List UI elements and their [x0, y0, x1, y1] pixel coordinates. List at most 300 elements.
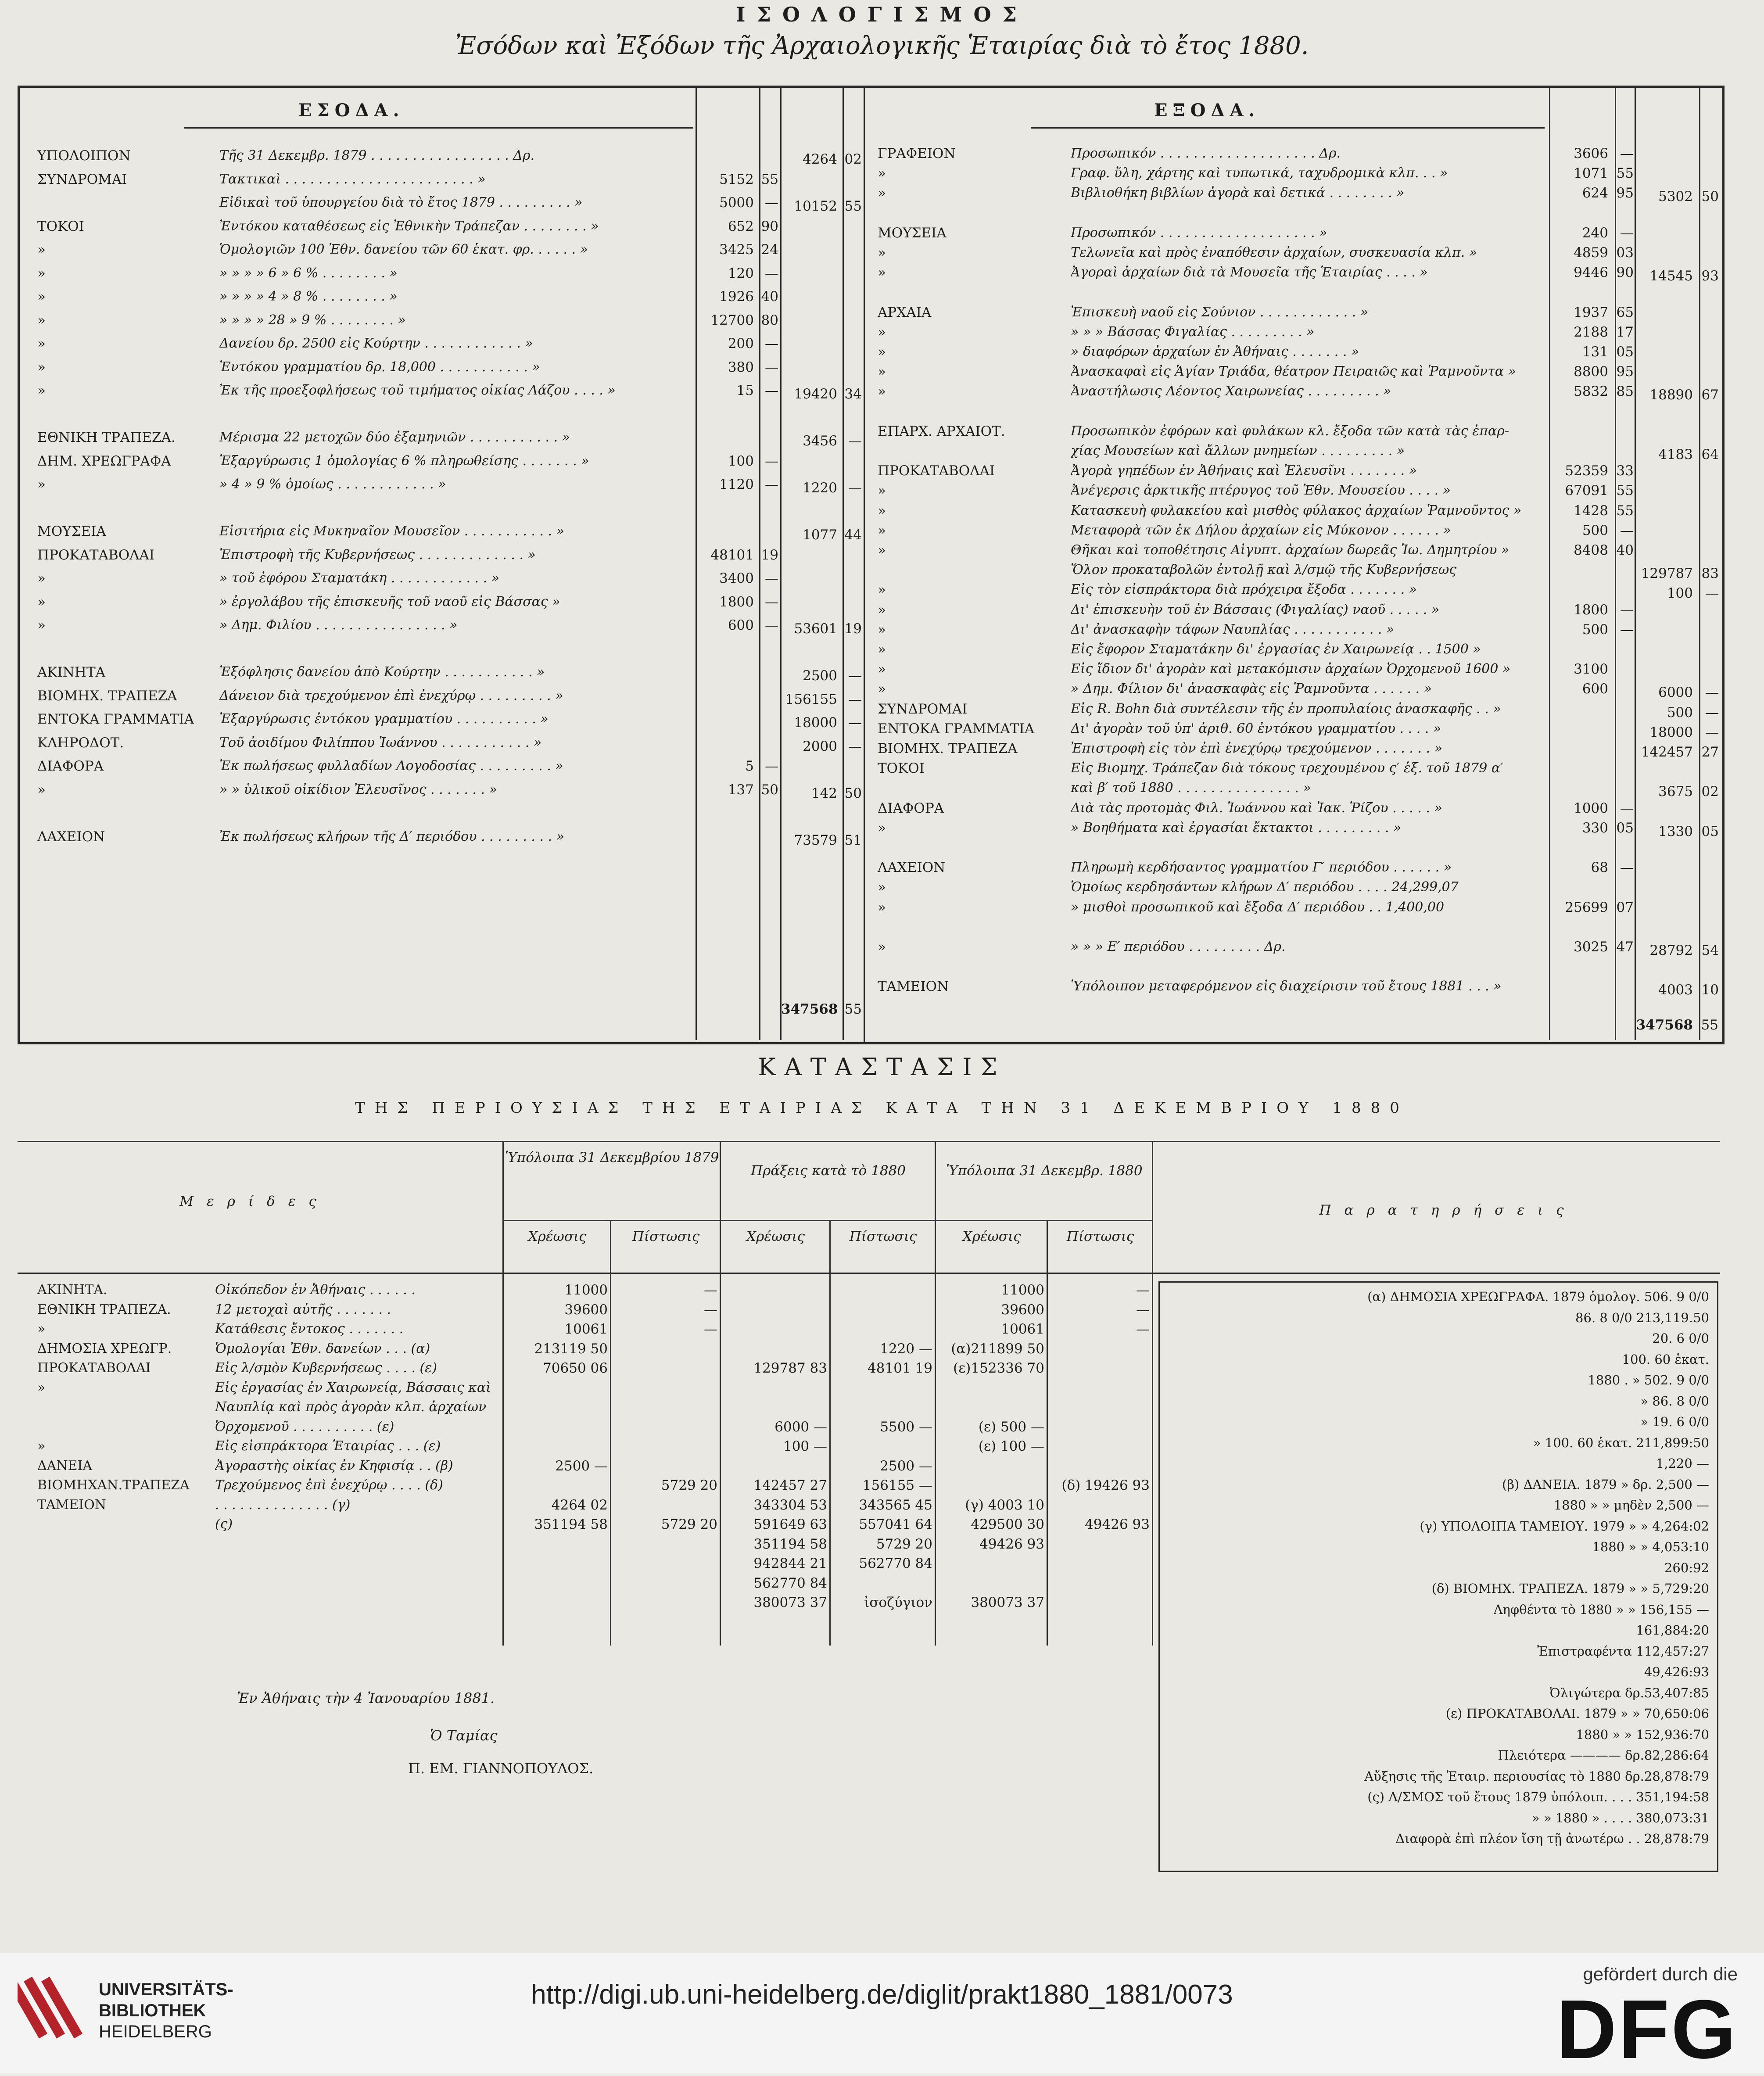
- expense-row-category: »: [878, 265, 886, 281]
- status-row-category: ΕΘΝΙΚΗ ΤΡΑΠΕΖΑ.: [37, 1302, 171, 1317]
- income-row-category: ΑΚΙΝΗΤΑ: [37, 664, 106, 680]
- expense-row-amount: 330: [1582, 820, 1608, 836]
- status-row-credit-ops: 5500 —: [880, 1419, 932, 1435]
- income-row-description: Ἐξόφλησις δανείου ἀπὸ Κούρτην . . . . . . . . . . . »: [219, 664, 545, 680]
- expense-row-amount: 1071: [1574, 165, 1608, 182]
- income-row-category: ΔΙΑΦΟΡΑ: [37, 758, 104, 774]
- expense-row-category: »: [878, 602, 886, 618]
- page-subtitle: Ἐσόδων καὶ Ἐξόδων τῆς Ἀρχαιολογικῆς Ἑταιρίας διὰ τὸ ἔτος 1880.: [455, 32, 1309, 60]
- income-row-amount: 1926: [719, 289, 754, 305]
- expense-row-description: » » » Βάσσας Φιγαλίας . . . . . . . . . »: [1071, 324, 1315, 340]
- expense-row-total-cents: 83: [1701, 566, 1719, 582]
- col-ypol1879: Ὑπόλοιπα 31 Δεκεμβρίου 1879: [505, 1150, 719, 1165]
- income-row-total-cents: 44: [844, 527, 862, 543]
- income-row-amount: 1800: [719, 594, 754, 610]
- status-title: ΚΑΤΑΣΤΑΣΙΣ: [758, 1053, 1006, 1081]
- note-line: Ὀλιγώτερα δρ.53,407:85: [1549, 1685, 1709, 1700]
- expense-row-amount-cents: 95: [1616, 185, 1634, 201]
- expense-row-amount-cents: 55: [1616, 502, 1634, 519]
- expense-row-total: 14545: [1649, 268, 1693, 284]
- expense-row-description: Εἰς R. Bohn διὰ συντέλεσιν τῆς ἐν προπυλαίοις ἀνασκαφῆς . . »: [1071, 701, 1501, 717]
- income-row-description: Ἐντόκου καταθέσεως εἰς Ἐθνικὴν Τράπεζαν . . . . . . . . »: [219, 218, 599, 234]
- expense-row-amount: 600: [1582, 681, 1608, 697]
- status-rule: [502, 1141, 504, 1646]
- col-paratiriseis: Παρατηρήσεις: [1319, 1202, 1577, 1218]
- status-row-credit-1880: —: [1136, 1302, 1150, 1318]
- expense-row-amount-cents: 05: [1616, 344, 1634, 360]
- income-row-category: ΤΟΚΟΙ: [37, 218, 84, 234]
- income-row-amount-cents: —: [765, 594, 778, 610]
- expense-row-category: ΑΡΧΑΙΑ: [878, 304, 932, 320]
- expense-row-description: Εἰς ἴδιον δι' ἀγορὰν καὶ μετακόμισιν ἀρχαίων Ὀρχομενοῦ 1600 »: [1071, 661, 1511, 677]
- document-url[interactable]: http://digi.ub.uni-heidelberg.de/diglit/prakt1880_1881/0073: [531, 1979, 1233, 2010]
- income-row-total-cents: 55: [844, 198, 862, 214]
- note-line: 1880 . » 502. 9 0/0: [1588, 1373, 1709, 1388]
- note-line: (ε) ΠΡΟΚΑΤΑΒΟΛΑΙ. 1879 » » 70,650:06: [1445, 1706, 1709, 1721]
- expense-row-total-cents: 93: [1701, 268, 1719, 284]
- note-line: 20. 6 0/0: [1652, 1331, 1709, 1346]
- note-line: (α) ΔΗΜΟΣΙΑ ΧΡΕΩΓΡΑΦΑ. 1879 ὁμολογ. 506. 9 0/0: [1367, 1289, 1709, 1304]
- expense-row-amount: 3100: [1574, 661, 1608, 678]
- income-row-amount-cents: 24: [761, 242, 778, 258]
- note-line: 1880 » » 4,053:10: [1592, 1539, 1709, 1554]
- income-row-category: »: [37, 359, 46, 375]
- expense-row-amount-cents: —: [1620, 602, 1634, 618]
- income-row-total: 2500: [803, 668, 837, 684]
- expense-row-amount: 131: [1582, 344, 1608, 360]
- status-rule: [1152, 1141, 1153, 1646]
- expense-row-total-cents: 27: [1701, 744, 1719, 760]
- income-row-amount: 652: [728, 218, 754, 234]
- income-row-amount: 1120: [719, 477, 754, 492]
- income-row-total-cents: —: [848, 433, 862, 449]
- status-row-credit-ops: 562770 84: [859, 1556, 932, 1571]
- expense-row-category: ΜΟΥΣΕΙΑ: [878, 225, 947, 241]
- expense-row-amount: 240: [1582, 225, 1608, 241]
- expense-row-category: »: [878, 621, 886, 638]
- expense-row-description: Πληρωμὴ κερδήσαντος γραμματίου Γ′ περιόδου . . . . . . »: [1071, 860, 1452, 875]
- income-heading-rule: [184, 127, 693, 129]
- income-row-total-cents: —: [848, 715, 862, 731]
- status-row-description: Ἀγοραστὴς οἰκίας ἐν Κηφισίᾳ . . (β): [215, 1458, 453, 1474]
- expense-row-total: 100: [1667, 585, 1693, 602]
- col-merides: Μερίδες: [179, 1194, 330, 1209]
- status-rule: [720, 1141, 721, 1646]
- income-row-category: ΕΝΤΟΚΑ ΓΡΑΜΜΑΤΙΑ: [37, 711, 194, 727]
- expense-row-description: Κατασκευὴ φυλακείου καὶ μισθὸς φύλακος ἀρχαίων Ῥαμνοῦντος »: [1071, 502, 1522, 518]
- income-row-category: ΛΑΧΕΙΟΝ: [37, 828, 105, 845]
- status-row-description: Ναυπλίᾳ καὶ πρὸς ἀγορὰν κλπ. ἀρχαίων: [215, 1399, 487, 1415]
- status-rule: [829, 1220, 831, 1646]
- expense-row-description: Ἐπιστροφὴ εἰς τὸν ἐπὶ ἐνεχύρῳ τρεχούμενον . . . . . . . »: [1071, 741, 1442, 756]
- expense-row-total: 129787: [1641, 566, 1693, 582]
- income-row-category: »: [37, 477, 46, 492]
- expense-row-amount-cents: 65: [1616, 304, 1634, 320]
- expense-row-amount: 1000: [1574, 800, 1608, 816]
- income-row-category: »: [37, 336, 46, 351]
- income-row-amount-cents: —: [765, 383, 778, 398]
- status-row-description: Εἰς λ/σμὸν Κυβερνήσεως . . . . (ε): [215, 1360, 437, 1376]
- expense-row-description: Θῆκαι καὶ τοποθέτησις Αἰγυπτ. ἀρχαίων δωρεᾶς Ἰω. Δημητρίου »: [1071, 542, 1509, 558]
- income-row-category: »: [37, 570, 46, 586]
- expense-row-total-cents: 50: [1701, 189, 1719, 205]
- status-row-category: ΤΑΜΕΙΟΝ: [37, 1497, 106, 1513]
- expense-row-category: ΛΑΧΕΙΟΝ: [878, 860, 946, 876]
- income-rule: [696, 88, 697, 1040]
- income-row-amount: 200: [728, 336, 754, 351]
- expense-row-category: ΓΡΑΦΕΙΟΝ: [878, 146, 956, 161]
- income-row-amount: 5: [745, 758, 754, 774]
- expense-row-total: 18890: [1649, 387, 1693, 403]
- expense-row-category: ΠΡΟΚΑΤΑΒΟΛΑΙ: [878, 463, 995, 479]
- income-rule: [843, 88, 844, 1040]
- income-row-description: » » » » 28 » 9 % . . . . . . . . »: [219, 312, 406, 328]
- status-row-credit-ops: 48101 19: [868, 1360, 932, 1376]
- income-row-amount-cents: —: [765, 453, 778, 469]
- status-row-debit-1880: 11000: [1001, 1282, 1044, 1298]
- library-line2: BIBLIOTHEK: [99, 2001, 206, 2020]
- expense-row-total: 500: [1667, 704, 1693, 721]
- income-row-category: ΔΗΜ. ΧΡΕΩΓΡΑΦΑ: [37, 453, 171, 469]
- expense-row-description: Ὅλον προκαταβολῶν ἐντολῇ καὶ λ/σμῷ τῆς Κυβερνήσεως: [1071, 562, 1457, 578]
- status-row-debit-ops: 942844 21: [753, 1556, 827, 1571]
- expense-row-category: »: [878, 522, 886, 538]
- status-rule: [610, 1220, 611, 1646]
- status-row-category: »: [37, 1438, 46, 1454]
- status-row-credit-1879: 5729 20: [661, 1477, 717, 1493]
- status-row-credit-1880: (δ) 19426 93: [1061, 1477, 1150, 1493]
- expense-row-total: 1330: [1658, 823, 1693, 839]
- library-line1: UNIVERSITÄTS-: [99, 1980, 233, 1999]
- expense-row-total: 6000: [1658, 685, 1693, 701]
- note-line: 1,220 —: [1656, 1456, 1709, 1471]
- expense-row-amount-cents: 55: [1616, 165, 1634, 182]
- status-row-debit-ops: 351194 58: [753, 1536, 827, 1552]
- expense-row-amount-cents: —: [1620, 522, 1634, 538]
- expense-row-category: »: [878, 642, 886, 657]
- expense-row-amount: 25699: [1565, 899, 1608, 915]
- income-total-cents: 55: [844, 1001, 862, 1017]
- status-row-category: ΠΡΟΚΑΤΑΒΟΛΑΙ: [37, 1360, 151, 1376]
- note-line: Διαφορὰ ἐπὶ πλέον ἴση τῇ ἀνωτέρω . . 28,878:79: [1395, 1831, 1709, 1846]
- expense-row-category: »: [878, 483, 886, 499]
- expense-row-description: χίας Μουσείων καὶ ἄλλων μνημείων . . . . . . . . . »: [1071, 443, 1405, 459]
- expense-row-amount-cents: 03: [1616, 245, 1634, 261]
- expense-row-total: 4003: [1658, 982, 1693, 998]
- status-row-debit-1880: 49426 93: [979, 1536, 1044, 1552]
- expense-row-amount: 3606: [1574, 146, 1608, 161]
- expense-heading: ΕΞΟΔΑ.: [1154, 100, 1260, 121]
- income-row-total: 156155: [785, 691, 837, 707]
- income-row-amount-cents: 50: [761, 782, 778, 798]
- income-row-amount: 12700: [710, 312, 754, 328]
- status-row-debit-ops: 142457 27: [753, 1477, 827, 1493]
- expense-row-category: »: [878, 364, 886, 380]
- expense-row-description: Εἰς τὸν εἰσπράκτορα διὰ πρόχειρα ἔξοδα . . . . . . . »: [1071, 582, 1417, 598]
- income-row-description: » Δημ. Φιλίου . . . . . . . . . . . . . . . . »: [219, 617, 458, 633]
- status-row-description: Εἰς ἐργασίας ἐν Χαιρωνείᾳ, Βάσσαις καὶ: [215, 1380, 491, 1395]
- expense-row-description: Προσωπικόν . . . . . . . . . . . . . . . . . . . Δρ.: [1071, 146, 1341, 161]
- note-line: » 19. 6 0/0: [1640, 1414, 1709, 1429]
- income-row-amount-cents: 19: [761, 547, 778, 563]
- debit-1880ops: Χρέωσις: [746, 1229, 805, 1244]
- income-row-total-cents: —: [848, 480, 862, 496]
- income-row-category: ΜΟΥΣΕΙΑ: [37, 523, 106, 539]
- income-row-total: 18000: [794, 715, 837, 731]
- expense-row-amount: 1937: [1574, 304, 1608, 320]
- income-row-total: 1220: [803, 480, 837, 496]
- expense-row-amount: 67091: [1565, 483, 1608, 499]
- expense-row-description: Εἰς Βιομηχ. Τράπεζαν διὰ τόκους τρεχουμένου ς′ ἑξ. τοῦ 1879 α′: [1071, 760, 1503, 776]
- income-row-amount: 100: [728, 453, 754, 469]
- status-row-credit-ops: 5729 20: [876, 1536, 932, 1552]
- note-line: 1880 » » 152,936:70: [1576, 1727, 1709, 1742]
- expense-row-amount-cents: 95: [1616, 364, 1634, 380]
- expense-row-total-cents: —: [1705, 724, 1719, 740]
- status-row-credit-1879: —: [704, 1302, 717, 1318]
- status-row-description: 12 μετοχαὶ αὐτῆς . . . . . . .: [215, 1302, 391, 1317]
- note-line: 100. 60 ἑκατ.: [1622, 1352, 1709, 1367]
- credit-1879: Πίστωσις: [632, 1229, 700, 1244]
- col-praxeis: Πράξεις κατὰ τὸ 1880: [750, 1163, 906, 1179]
- status-row-debit-1879: 2500 —: [555, 1458, 608, 1474]
- income-rule: [780, 88, 782, 1040]
- expense-row-amount-cents: 55: [1616, 483, 1634, 499]
- income-row-description: » » » » 6 » 6 % . . . . . . . . »: [219, 265, 398, 281]
- status-row-category: ΔΑΝΕΙΑ: [37, 1458, 92, 1474]
- status-row-debit-ops: 562770 84: [753, 1575, 827, 1591]
- note-line: (β) ΔΑΝΕΙΑ. 1879 » δρ. 2,500 —: [1502, 1477, 1709, 1492]
- expense-row-amount: 52359: [1565, 463, 1608, 479]
- expense-heading-rule: [1031, 127, 1545, 129]
- income-heading: ΕΣΟΔΑ.: [298, 100, 405, 121]
- signature-line: Ἐν Ἀθήναις τὴν 4 Ἰανουαρίου 1881.: [237, 1690, 495, 1707]
- note-line: » » 1880 » . . . . 380,073:31: [1531, 1810, 1709, 1825]
- status-row-debit-1880: 10061: [1001, 1321, 1044, 1337]
- status-row-credit-1880: —: [1136, 1282, 1150, 1298]
- income-row-category: ΣΥΝΔΡΟΜΑΙ: [37, 171, 127, 187]
- income-row-total: 10152: [794, 198, 837, 214]
- expense-row-category: ΕΠΑΡΧ. ΑΡΧΑΙΟΤ.: [878, 423, 1005, 439]
- income-row-amount: 15: [736, 383, 754, 398]
- status-row-credit-ops: 2500 —: [880, 1458, 932, 1474]
- income-row-total-cents: 51: [844, 832, 862, 848]
- income-row-amount-cents: 55: [761, 171, 778, 187]
- income-row-amount-cents: —: [765, 758, 778, 774]
- note-line: Ἐπιστραφέντα 112,457:27: [1537, 1643, 1709, 1659]
- expense-row-description: Προσωπικὸν ἐφόρων καὶ φυλάκων κλ. ἔξοδα τῶν κατὰ τὰς ἐπαρ-: [1071, 423, 1509, 439]
- note-line: Πλειότερα ———— δρ.82,286:64: [1498, 1748, 1709, 1763]
- expense-row-amount: 8408: [1574, 542, 1608, 558]
- income-row-amount-cents: —: [765, 477, 778, 492]
- status-row-category: ΑΚΙΝΗΤΑ.: [37, 1282, 108, 1298]
- status-row-debit-ops: 591649 63: [753, 1517, 827, 1532]
- expense-total-cents: 55: [1701, 1017, 1718, 1033]
- expense-row-total-cents: —: [1705, 704, 1719, 721]
- income-row-description: Τοῦ ἀοιδίμου Φιλίππου Ἰωάννου . . . . . . . . . . . »: [219, 735, 542, 750]
- status-row-debit-ops: 380073 37: [753, 1595, 827, 1610]
- income-row-description: Ἐπιστροφὴ τῆς Κυβερνήσεως . . . . . . . . . . . . . »: [219, 547, 536, 563]
- status-rule: [935, 1141, 936, 1646]
- expense-row-description: Μεταφορὰ τῶν ἐκ Δήλου ἀρχαίων εἰς Μύκονον . . . . . . »: [1071, 522, 1451, 538]
- status-row-credit-ops: 343565 45: [859, 1497, 932, 1513]
- expense-row-description: Διὰ τὰς προτομὰς Φιλ. Ἰωάννου καὶ Ἰακ. Ῥίζου . . . . . »: [1071, 800, 1442, 816]
- expense-row-category: »: [878, 582, 886, 598]
- income-row-amount-cents: 40: [761, 289, 778, 305]
- status-row-category: ΒΙΟΜΗΧΑΝ.ΤΡΑΠΕΖΑ: [37, 1477, 190, 1493]
- note-line: (δ) ΒΙΟΜΗΧ. ΤΡΑΠΕΖΑ. 1879 » » 5,729:20: [1431, 1581, 1709, 1596]
- income-row-total-cents: —: [848, 668, 862, 684]
- dfg-logo: DFG: [1556, 1983, 1738, 2076]
- income-row-total: 142: [811, 785, 837, 801]
- income-row-description: Ἐξαργύρωσις 1 ὁμολογίας 6 % πληρωθείσης . . . . . . . »: [219, 453, 589, 469]
- status-row-debit-1879: 11000: [564, 1282, 608, 1298]
- expense-row-amount-cents: 47: [1616, 939, 1634, 955]
- note-line: Αὔξησις τῆς Ἑταιρ. περιουσίας τὸ 1880 δρ.28,878:79: [1364, 1768, 1709, 1784]
- income-row-description: Τῆς 31 Δεκεμβρ. 1879 . . . . . . . . . . . . . . . . . Δρ.: [219, 148, 535, 163]
- expense-row-amount-cents: —: [1620, 800, 1634, 816]
- status-row-credit-ops: 156155 —: [862, 1477, 932, 1493]
- expense-row-description: Ὑπόλοιπον μεταφερόμενον εἰς διαχείρισιν τοῦ ἔτους 1881 . . . »: [1071, 979, 1502, 994]
- expense-row-description: Ἀγοραὶ ἀρχαίων διὰ τὰ Μουσεῖα τῆς Ἑταιρίας . . . . »: [1071, 265, 1428, 280]
- status-subheader-rule: [502, 1220, 1152, 1221]
- note-line: 86. 8 0/0 213,119.50: [1575, 1310, 1709, 1325]
- expense-row-category: »: [878, 899, 886, 915]
- status-row-debit-1879: 10061: [564, 1321, 608, 1337]
- income-row-description: Δάνειον διὰ τρεχούμενον ἐπὶ ἐνεχύρῳ . . . . . . . . . »: [219, 688, 563, 703]
- expense-row-amount-cents: 90: [1616, 265, 1634, 281]
- credit-1880ops: Πίστωσις: [849, 1229, 917, 1244]
- expense-row-category: ΒΙΟΜΗΧ. ΤΡΑΠΕΖΑ: [878, 741, 1018, 757]
- income-row-description: » » » » 4 » 8 % . . . . . . . . »: [219, 289, 398, 304]
- expense-row-description: » Βοηθήματα καὶ ἐργασίαι ἔκτακτοι . . . . . . . . . »: [1071, 820, 1402, 835]
- status-row-description: Ὁμολογίαι Ἐθν. δανείων . . . (α): [215, 1341, 430, 1356]
- income-row-total: 19420: [794, 386, 837, 402]
- income-row-description: Δανείου δρ. 2500 εἰς Κούρτην . . . . . . . . . . . . »: [219, 336, 533, 351]
- expense-row-amount-cents: —: [1620, 621, 1634, 638]
- income-row-category: »: [37, 383, 46, 398]
- status-top-rule: [18, 1141, 1720, 1142]
- status-row-description: Τρεχούμενος ἐπὶ ἐνεχύρῳ . . . . (δ): [215, 1477, 443, 1493]
- note-line: (γ) ΥΠΟΛΟΙΠΑ ΤΑΜΕΙΟΥ. 1979 » » 4,264:02: [1420, 1518, 1709, 1534]
- note-line: Ληφθέντα τὸ 1880 » » 156,155 —: [1493, 1602, 1709, 1617]
- expense-row-category: ΔΙΑΦΟΡΑ: [878, 800, 944, 816]
- expense-row-amount-cents: —: [1620, 225, 1634, 241]
- expense-row-total-cents: 10: [1701, 982, 1719, 998]
- income-row-description: » ἐργολάβου τῆς ἐπισκευῆς τοῦ ναοῦ εἰς Βάσσας »: [219, 594, 560, 610]
- expense-row-description: Ὁμοίως κερδησάντων κλήρων Δ′ περιόδου . . . . 24,299,07: [1071, 879, 1459, 895]
- expense-rule: [1635, 88, 1636, 1040]
- expense-row-total: 18000: [1649, 724, 1693, 740]
- expense-row-category: »: [878, 939, 886, 955]
- status-row-debit-1879: 70650 06: [543, 1360, 608, 1376]
- expense-row-total-cents: —: [1705, 585, 1719, 602]
- expense-row-description: Προσωπικόν . . . . . . . . . . . . . . . . . . . »: [1071, 225, 1327, 240]
- status-row-debit-1880: 429500 30: [971, 1517, 1044, 1532]
- expense-row-total-cents: 64: [1701, 447, 1719, 463]
- expense-row-total-cents: 05: [1701, 823, 1719, 839]
- income-row-amount-cents: 90: [761, 218, 778, 234]
- income-row-description: » 4 » 9 % ὁμοίως . . . . . . . . . . . . »: [219, 477, 446, 492]
- income-row-amount-cents: —: [765, 359, 778, 375]
- expense-row-total-cents: 02: [1701, 784, 1719, 800]
- status-row-description: Ὀρχομενοῦ . . . . . . . . . . (ε): [215, 1419, 394, 1434]
- expense-rule: [1549, 88, 1550, 1040]
- expense-row-description: » διαφόρων ἀρχαίων ἐν Ἀθήναις . . . . . . . »: [1071, 344, 1359, 359]
- expense-row-amount: 1428: [1574, 502, 1608, 519]
- status-row-debit-ops: 100 —: [783, 1438, 827, 1454]
- status-row-debit-ops: 129787 83: [753, 1360, 827, 1376]
- income-row-description: Ἐκ πωλήσεως κλήρων τῆς Δ′ περιόδου . . . . . . . . . »: [219, 828, 564, 844]
- expense-row-amount: 9446: [1574, 265, 1608, 281]
- note-line: 161,884:20: [1636, 1623, 1709, 1638]
- income-row-category: »: [37, 242, 46, 258]
- expense-row-amount: 2188: [1574, 324, 1608, 340]
- income-row-amount-cents: —: [765, 570, 778, 586]
- income-row-amount: 5152: [719, 171, 754, 187]
- status-row-category: »: [37, 1380, 46, 1395]
- status-row-credit-ops: 557041 64: [859, 1517, 932, 1532]
- credit-1880: Πίστωσις: [1066, 1229, 1134, 1244]
- income-total: 347568: [781, 1001, 838, 1017]
- status-row-credit-1880: 49426 93: [1085, 1517, 1150, 1532]
- income-row-amount: 120: [728, 265, 754, 281]
- expense-row-total-cents: —: [1705, 685, 1719, 701]
- expense-row-category: »: [878, 165, 886, 182]
- status-row-credit-1880: —: [1136, 1321, 1150, 1337]
- expense-row-description: » μισθοὶ προσωπικοῦ καὶ ἔξοδα Δ′ περιόδου . . 1,400,00: [1071, 899, 1445, 915]
- income-row-category: »: [37, 617, 46, 633]
- debit-1880: Χρέωσις: [962, 1229, 1021, 1244]
- income-row-category: ΥΠΟΛΟΙΠΟΝ: [37, 148, 131, 164]
- expense-row-total-cents: 54: [1701, 943, 1719, 958]
- expense-row-amount-cents: 05: [1616, 820, 1634, 836]
- income-row-amount-cents: —: [765, 195, 778, 211]
- expense-row-category: »: [878, 324, 886, 340]
- income-row-total-cents: 34: [844, 386, 862, 402]
- income-row-category: ΕΘΝΙΚΗ ΤΡΑΠΕΖΑ.: [37, 430, 176, 445]
- income-row-amount: 5000: [719, 195, 754, 211]
- note-line: 49,426:93: [1644, 1664, 1709, 1679]
- expense-row-amount: 5832: [1574, 384, 1608, 400]
- expense-row-description: Ἀνασκαφαὶ εἰς Ἁγίαν Τριάδα, θέατρον Πειραιῶς καὶ Ῥαμνοῦντα »: [1071, 364, 1516, 380]
- expense-row-category: »: [878, 384, 886, 400]
- status-row-debit-1879: 4264 02: [551, 1497, 608, 1513]
- expense-row-category: »: [878, 820, 886, 836]
- status-header-rule: [18, 1273, 1720, 1274]
- expense-row-total: 3675: [1658, 784, 1693, 800]
- expense-row-description: Δι' ἀνασκαφὴν τάφων Ναυπλίας . . . . . . . . . . . »: [1071, 621, 1395, 637]
- income-row-description: Τακτικαὶ . . . . . . . . . . . . . . . . . . . . . . . »: [219, 171, 486, 187]
- income-row-amount-cents: —: [765, 617, 778, 633]
- note-line: 260:92: [1664, 1560, 1709, 1575]
- expense-row-description: Βιβλιοθήκη βιβλίων ἀγορὰ καὶ δετικά . . . . . . . . »: [1071, 185, 1405, 201]
- expense-row-category: ΣΥΝΔΡΟΜΑΙ: [878, 701, 968, 717]
- expense-rule: [1699, 88, 1700, 1040]
- status-row-debit-1879: 351194 58: [534, 1517, 608, 1532]
- income-row-total: 3456: [803, 433, 837, 449]
- footer-bar: [0, 1953, 1764, 2076]
- expense-row-amount-cents: 33: [1616, 463, 1634, 479]
- status-row-description: Οἰκόπεδον ἐν Ἀθήναις . . . . . .: [215, 1282, 416, 1298]
- expense-row-description: Ἀναστήλωσις Λέοντος Χαιρωνείας . . . . . . . . . »: [1071, 384, 1391, 399]
- expense-row-description: Ἐπισκευὴ ναοῦ εἰς Σούνιον . . . . . . . . . . . . »: [1071, 304, 1369, 320]
- expense-row-total-cents: 67: [1701, 387, 1719, 403]
- signature-line: Ὁ Ταμίας: [430, 1727, 498, 1744]
- debit-1879: Χρέωσις: [528, 1229, 587, 1244]
- status-row-description: . . . . . . . . . . . . . . (γ): [215, 1497, 351, 1513]
- income-row-total-cents: —: [848, 691, 862, 707]
